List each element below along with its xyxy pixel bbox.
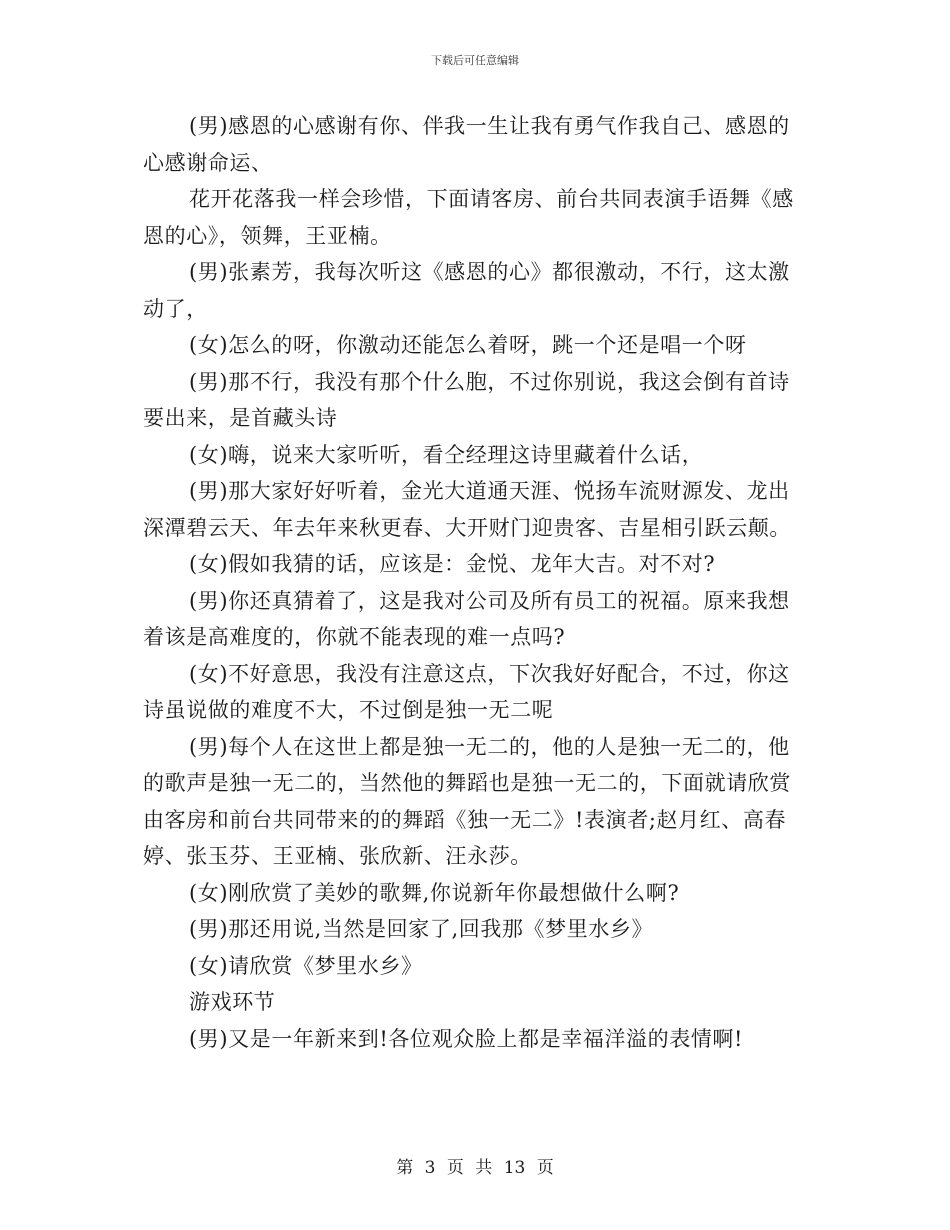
paragraph: (男)感恩的心感谢有你、伴我一生让我有勇气作我自己、感恩的心感谢命运、 bbox=[143, 114, 790, 175]
paragraph: (男)那还用说,当然是回家了,回我那《梦里水乡》 bbox=[189, 917, 654, 941]
paragraph: (男)那不行，我没有那个什么胞，不过你别说，我这会倒有首诗要出来，是首藏头诗 bbox=[143, 369, 790, 430]
paragraph: (女)嗨，说来大家听听，看仝经理这诗里藏着什么话， bbox=[189, 442, 704, 467]
section-heading: 游戏环节 bbox=[189, 990, 276, 1014]
paragraph: 花开花落我一样会珍惜，下面请客房、前台共同表演手语舞《感恩的心》，领舞，王亚楠。 bbox=[143, 187, 794, 248]
paragraph: (男)你还真猜着了，这是我对公司及所有员工的祝福。原来我想着该是高难度的，你就不能表现的难一点吗? bbox=[143, 588, 790, 649]
paragraph: (男)又是一年新来到!各位观众脸上都是幸福洋溢的表情啊! bbox=[189, 1026, 744, 1051]
page-header: 下载后可任意编辑 bbox=[431, 54, 519, 67]
paragraph: (女)怎么的呀，你激动还能怎么着呀，跳一个还是唱一个呀 bbox=[189, 333, 747, 357]
paragraph: (女)刚欣赏了美妙的歌舞,你说新年你最想做什么啊? bbox=[189, 880, 680, 905]
page-number-footer: 第 3 页 共 13 页 bbox=[396, 1158, 554, 1178]
paragraph: (女)请欣赏《梦里水乡》 bbox=[189, 953, 423, 978]
paragraph: (男)张素芳，我每次听这《感恩的心》都很激动，不行，这太激动了， bbox=[143, 260, 790, 321]
paragraph: (女)假如我猜的话，应该是：金悦、龙年大吉。对不对? bbox=[189, 552, 716, 576]
paragraph: (女)不好意思，我没有注意这点，下次我好好配合，不过，你这诗虽说做的难度不大，不过倒是独一无二呢 bbox=[143, 661, 790, 722]
page-body bbox=[143, 108, 803, 1057]
paragraph: (男)每个人在这世上都是独一无二的，他的人是独一无二的，他的歌声是独一无二的，当然他的舞蹈也是独一无二的，下面就请欣赏由客房和前台共同带来的的舞蹈《独一无二》!表演者;赵月红、高春婷、张玉芬、王亚楠、张欣新、汪永莎。 bbox=[143, 734, 791, 868]
paragraph: (男)那大家好好听着，金光大道通天涯、悦扬车流财源发、龙出深潭碧云天、年去年来秋更春、大开财门迎贵客、吉星相引跃云颠。 bbox=[143, 479, 791, 540]
